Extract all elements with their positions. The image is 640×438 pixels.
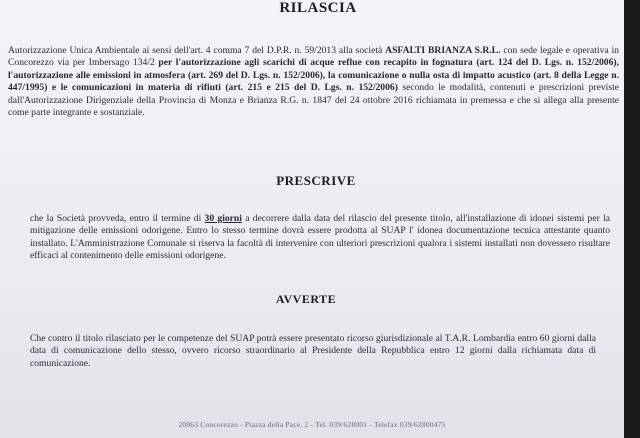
rilascia-text-d: secondo le modalità, contenuti e prescrizioni previste dall'Autorizzazione Dirigenziale della Provincia di Monza e Brianza R.G. n. 1847 del 24 ottobre 2016 richiamata in premessa e che si allega alla presente come parte integrante e sostanziale.: [8, 82, 619, 119]
heading-rilascia: RILASCIA: [279, 0, 357, 16]
heading-prescrive: PRESCRIVE: [276, 173, 356, 188]
footer-address: 20863 Concorezzo - Piazza della Pace, 2 - Tel. 039/628001 - Telefax 039/62800475: [178, 420, 446, 429]
rilascia-text-a: Autorizzazione Unica Ambientale ai sensi dell'art. 4 comma 7 del D.P.R. n. 59/2013 alla società: [8, 45, 386, 56]
paragraph-avverte: Che contro il titolo rilasciato per le competenze del SUAP potrà essere presentato ricorso giurisdizionale al T.A.R. Lombardia entro 60 giorni dalla data di comunicazione dello stesso, ovvero ricorso straordinario al Presidente della Repubblica entro 12 giorni dalla richiamata data di comunicazione.: [30, 333, 596, 369]
heading-avverte: AVVERTE: [275, 292, 337, 306]
deadline-term: 30 giorni: [204, 213, 242, 224]
paragraph-prescrive: [30, 213, 610, 263]
prescrive-text-b: a decorrere dalla data del rilascio del presente titolo, all'installazione di idonei sistemi per la mitigazione delle emissioni odorigene. Entro lo stesso termine dovrà essere prodotta al SUAP l' idonea documentazione tecnica attestante quanto installato. L'Amministrazione Comunale si riserva la facoltà di intervenire con ulteriori prescrizioni qualora i sistemi installati non dovessero risultare efficaci al contenimento delle emissioni odorigene.: [30, 213, 610, 262]
rilascia-text-b: con sede legale e operativa in Concorezzo via per Imbersago 134/2: [8, 45, 619, 69]
rilascia-authorizations: per l'autorizzazione agli scarichi di acque reflue con recapito in fognatura (art. 124 del D. Lgs. n. 152/2006), l'autorizzazione alle emissioni in atmosfera (art. 269 del D. Lgs. n. 152/2006), la comunicazione o nulla osta di impatto acustico (art. 8 della Legge n. 447/1995) e le comunicazioni in materia di rifiuti (art. 215 e 215 del D. Lgs. n. 152/2006): [8, 57, 619, 94]
paragraph-rilascia: [8, 45, 619, 119]
prescrive-text-a: che la Società provveda, entro il termine di: [30, 213, 205, 224]
company-name: ASFALTI BRIANZA S.R.L.: [385, 45, 501, 56]
